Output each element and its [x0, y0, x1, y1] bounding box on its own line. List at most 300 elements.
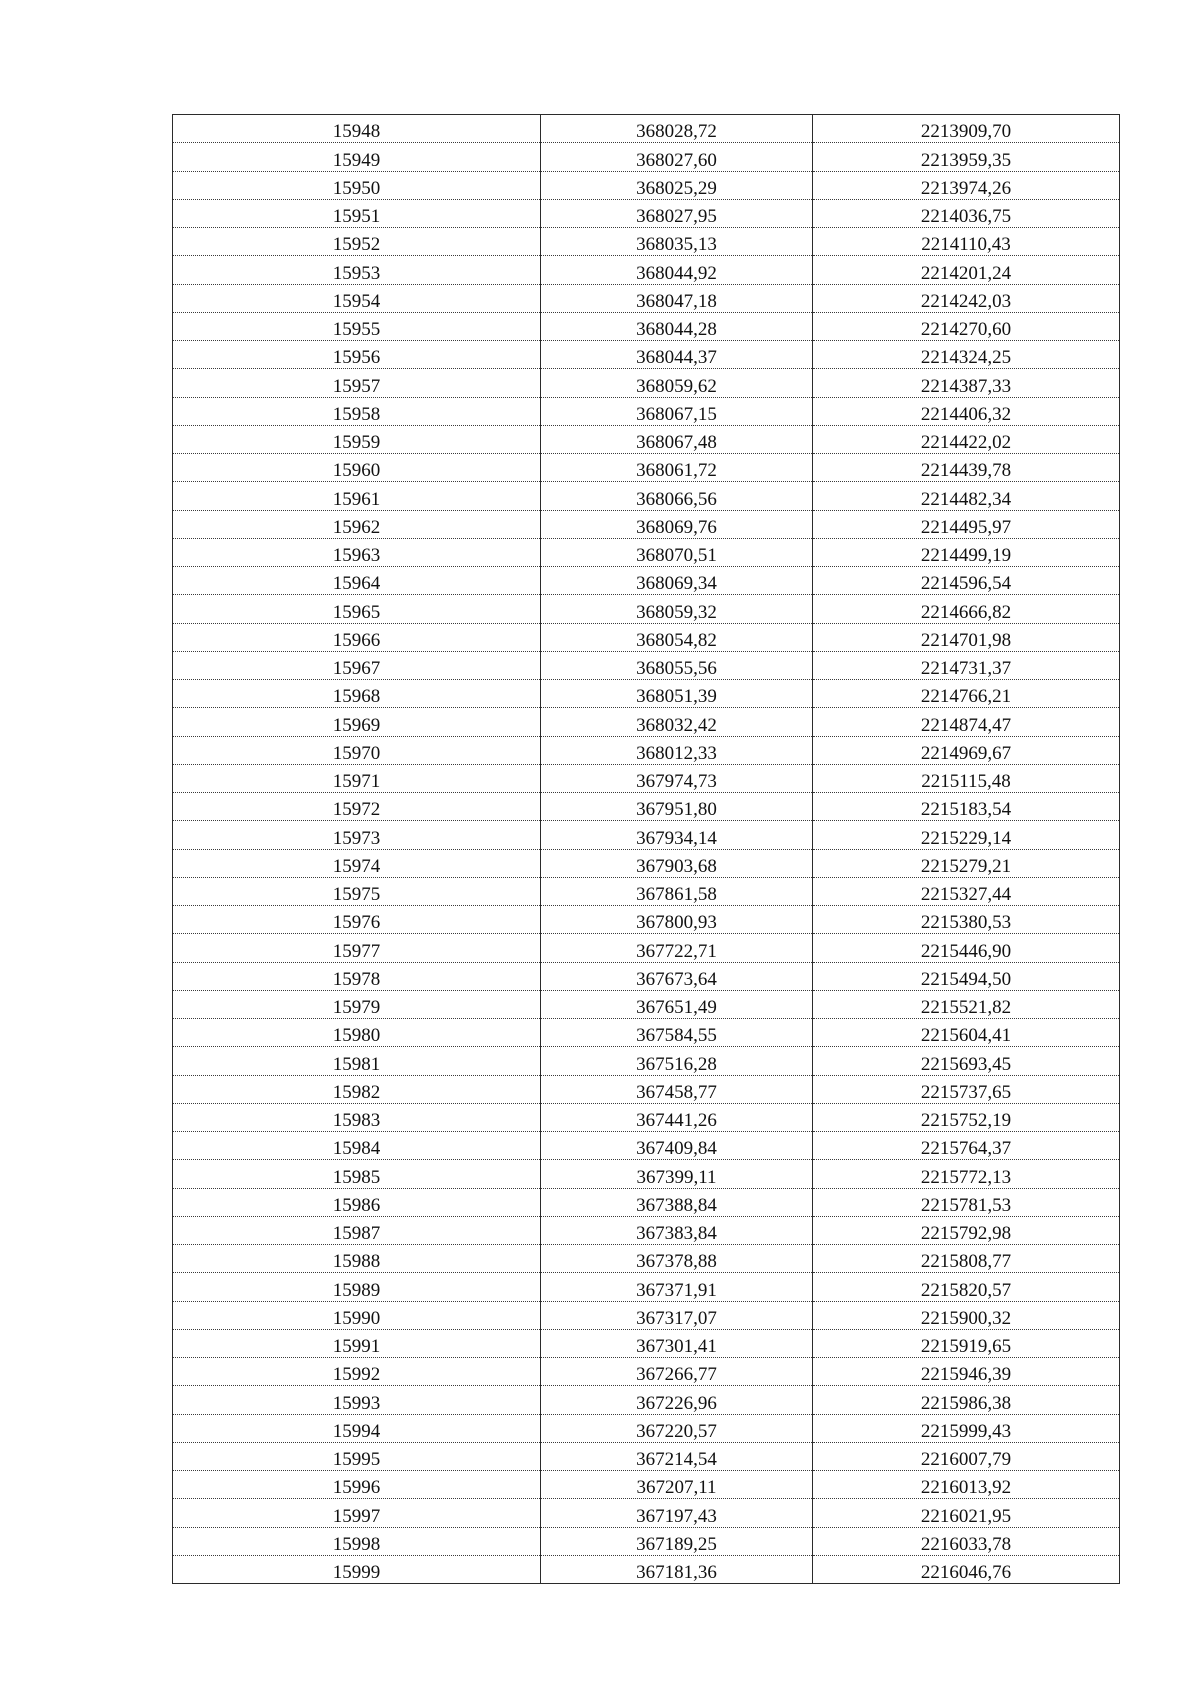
x-coordinate-cell	[541, 877, 813, 905]
x-coordinate-cell	[541, 906, 813, 934]
x-coordinate-cell	[541, 482, 813, 510]
x-coordinate-cell	[541, 962, 813, 990]
table-row	[173, 1301, 1120, 1329]
table-row	[173, 1499, 1120, 1527]
y-coordinate-cell	[813, 425, 1120, 453]
cell-text: 367458,77	[636, 1081, 717, 1103]
x-coordinate-cell	[541, 1273, 813, 1301]
point-number-cell	[173, 1442, 541, 1470]
point-number-cell	[173, 1245, 541, 1273]
cell-text: 15986	[332, 1194, 381, 1216]
table-row	[173, 906, 1120, 934]
y-coordinate-cell	[813, 397, 1120, 425]
cell-text: 2216033,78	[920, 1533, 1012, 1555]
cell-text: 15985	[332, 1166, 381, 1188]
cell-text: 367903,68	[636, 855, 717, 877]
cell-text: 367861,58	[636, 884, 717, 905]
cell-text: 15996	[332, 1477, 381, 1499]
x-coordinate-cell	[541, 595, 813, 623]
y-coordinate-cell	[813, 708, 1120, 736]
table-row	[173, 623, 1120, 651]
cell-text: 2215919,65	[920, 1336, 1012, 1357]
point-number-cell	[173, 1160, 541, 1188]
cell-text: 2214422,02	[920, 432, 1012, 453]
table-row	[173, 538, 1120, 566]
table-row	[173, 1216, 1120, 1244]
cell-text: 2214270,60	[920, 319, 1012, 340]
x-coordinate-cell	[541, 284, 813, 312]
cell-text: 367317,07	[636, 1307, 717, 1329]
cell-text: 367584,55	[636, 1025, 717, 1047]
cell-text: 15998	[332, 1533, 381, 1555]
x-coordinate-cell	[541, 199, 813, 227]
cell-text: 2215521,82	[920, 997, 1012, 1018]
table-row	[173, 1273, 1120, 1301]
point-number-cell	[173, 990, 541, 1018]
cell-text: 2215764,37	[920, 1138, 1012, 1160]
y-coordinate-cell	[813, 1273, 1120, 1301]
table-row	[173, 793, 1120, 821]
point-number-cell	[173, 397, 541, 425]
x-coordinate-cell	[541, 736, 813, 764]
cell-text: 2214731,37	[920, 658, 1012, 679]
cell-text: 367673,64	[636, 968, 717, 990]
table-row	[173, 312, 1120, 340]
cell-text: 2214406,32	[920, 403, 1012, 425]
cell-text: 2215693,45	[920, 1053, 1012, 1075]
cell-text: 2215737,65	[920, 1081, 1012, 1103]
table-row	[173, 1555, 1120, 1583]
x-coordinate-cell	[541, 1019, 813, 1047]
cell-text: 2215115,48	[921, 771, 1011, 792]
cell-text: 367181,36	[636, 1562, 717, 1583]
cell-text: 368069,34	[636, 573, 717, 595]
y-coordinate-cell	[813, 906, 1120, 934]
x-coordinate-cell	[541, 1555, 813, 1583]
point-number-cell	[173, 143, 541, 171]
y-coordinate-cell	[813, 821, 1120, 849]
x-coordinate-cell	[541, 651, 813, 679]
cell-text: 2214324,25	[920, 347, 1012, 369]
table-row	[173, 1414, 1120, 1442]
x-coordinate-cell	[541, 1216, 813, 1244]
cell-text: 15976	[332, 912, 381, 934]
cell-text: 2215772,13	[920, 1166, 1012, 1188]
point-number-cell	[173, 1329, 541, 1357]
cell-text: 367409,84	[636, 1138, 717, 1160]
cell-text: 367974,73	[636, 771, 717, 792]
y-coordinate-cell	[813, 1329, 1120, 1357]
point-number-cell	[173, 1019, 541, 1047]
point-number-cell	[173, 1273, 541, 1301]
table-row	[173, 1329, 1120, 1357]
x-coordinate-cell	[541, 764, 813, 792]
table-row	[173, 1471, 1120, 1499]
cell-text: 15954	[332, 290, 381, 312]
cell-text: 2215446,90	[920, 940, 1012, 962]
cell-text: 368054,82	[636, 629, 717, 651]
cell-text: 15984	[332, 1138, 381, 1160]
table-row	[173, 990, 1120, 1018]
cell-text: 368047,18	[636, 290, 717, 312]
table-row	[173, 1188, 1120, 1216]
cell-text: 2214969,67	[920, 742, 1012, 764]
cell-text: 15972	[332, 799, 381, 821]
table-row	[173, 341, 1120, 369]
point-number-cell	[173, 425, 541, 453]
point-number-cell	[173, 115, 541, 143]
x-coordinate-cell	[541, 623, 813, 651]
point-number-cell	[173, 708, 541, 736]
point-number-cell	[173, 1555, 541, 1583]
point-number-cell	[173, 1075, 541, 1103]
y-coordinate-cell	[813, 849, 1120, 877]
point-number-cell	[173, 369, 541, 397]
cell-text: 368055,56	[636, 658, 717, 679]
cell-text: 367516,28	[636, 1053, 717, 1075]
cell-text: 368070,51	[636, 545, 717, 566]
point-number-cell	[173, 906, 541, 934]
cell-text: 15994	[332, 1420, 381, 1442]
cell-text: 368067,48	[636, 432, 717, 453]
x-coordinate-cell	[541, 680, 813, 708]
y-coordinate-cell	[813, 567, 1120, 595]
cell-text: 368032,42	[636, 714, 717, 736]
point-number-cell	[173, 623, 541, 651]
table-row	[173, 849, 1120, 877]
cell-text: 2215781,53	[920, 1194, 1012, 1216]
point-number-cell	[173, 482, 541, 510]
y-coordinate-cell	[813, 1358, 1120, 1386]
x-coordinate-cell	[541, 1414, 813, 1442]
cell-text: 368059,62	[636, 375, 717, 397]
cell-text: 15955	[332, 319, 381, 340]
table-row	[173, 736, 1120, 764]
cell-text: 15964	[332, 573, 381, 595]
y-coordinate-cell	[813, 312, 1120, 340]
table-row	[173, 1103, 1120, 1131]
point-number-cell	[173, 821, 541, 849]
cell-text: 367934,14	[636, 827, 717, 849]
y-coordinate-cell	[813, 341, 1120, 369]
cell-text: 15962	[332, 516, 381, 538]
cell-text: 15999	[332, 1562, 381, 1583]
cell-text: 15958	[332, 403, 381, 425]
point-number-cell	[173, 1414, 541, 1442]
point-number-cell	[173, 934, 541, 962]
cell-text: 367951,80	[636, 799, 717, 821]
cell-text: 2215946,39	[920, 1364, 1012, 1386]
cell-text: 15991	[332, 1336, 381, 1357]
point-number-cell	[173, 228, 541, 256]
cell-text: 2215808,77	[920, 1251, 1012, 1273]
cell-text: 367441,26	[636, 1110, 717, 1131]
cell-text: 15989	[332, 1279, 381, 1301]
cell-text: 15952	[332, 234, 381, 256]
point-number-cell	[173, 764, 541, 792]
cell-text: 367301,41	[636, 1336, 717, 1357]
cell-text: 2215820,57	[920, 1279, 1012, 1301]
y-coordinate-cell	[813, 171, 1120, 199]
cell-text: 15956	[332, 347, 381, 369]
point-number-cell	[173, 284, 541, 312]
x-coordinate-cell	[541, 1329, 813, 1357]
cell-text: 15949	[332, 149, 381, 171]
cell-text: 2215279,21	[920, 855, 1012, 877]
y-coordinate-cell	[813, 115, 1120, 143]
x-coordinate-cell	[541, 341, 813, 369]
x-coordinate-cell	[541, 312, 813, 340]
table-row	[173, 1527, 1120, 1555]
cell-text: 15968	[332, 686, 381, 708]
cell-text: 15950	[332, 177, 381, 199]
cell-text: 15970	[332, 742, 381, 764]
cell-text: 2213909,70	[920, 121, 1012, 143]
table-row	[173, 284, 1120, 312]
y-coordinate-cell	[813, 1160, 1120, 1188]
point-number-cell	[173, 1471, 541, 1499]
table-row	[173, 595, 1120, 623]
x-coordinate-cell	[541, 1103, 813, 1131]
cell-text: 367220,57	[636, 1420, 717, 1442]
y-coordinate-cell	[813, 538, 1120, 566]
x-coordinate-cell	[541, 849, 813, 877]
cell-text: 367207,11	[636, 1477, 717, 1499]
cell-text: 368044,28	[636, 319, 717, 340]
cell-text: 2214387,33	[920, 375, 1012, 397]
cell-text: 2216046,76	[920, 1562, 1012, 1583]
cell-text: 2215327,44	[920, 884, 1012, 905]
x-coordinate-cell	[541, 369, 813, 397]
table-row	[173, 425, 1120, 453]
table-row	[173, 567, 1120, 595]
y-coordinate-cell	[813, 482, 1120, 510]
table-row	[173, 1386, 1120, 1414]
point-number-cell	[173, 1527, 541, 1555]
y-coordinate-cell	[813, 1216, 1120, 1244]
cell-text: 2215752,19	[920, 1110, 1012, 1131]
x-coordinate-cell	[541, 1132, 813, 1160]
cell-text: 15965	[332, 601, 381, 623]
cell-text: 15997	[332, 1505, 381, 1527]
cell-text: 2215900,32	[920, 1307, 1012, 1329]
cell-text: 2214482,34	[920, 488, 1012, 510]
x-coordinate-cell	[541, 425, 813, 453]
x-coordinate-cell	[541, 934, 813, 962]
cell-text: 367226,96	[636, 1392, 717, 1414]
point-number-cell	[173, 1188, 541, 1216]
point-number-cell	[173, 1047, 541, 1075]
cell-text: 368051,39	[636, 686, 717, 708]
cell-text: 2214701,98	[920, 629, 1012, 651]
point-number-cell	[173, 341, 541, 369]
x-coordinate-cell	[541, 567, 813, 595]
y-coordinate-cell	[813, 651, 1120, 679]
point-number-cell	[173, 1499, 541, 1527]
x-coordinate-cell	[541, 171, 813, 199]
x-coordinate-cell	[541, 793, 813, 821]
cell-text: 368044,37	[636, 347, 717, 369]
table-row	[173, 1019, 1120, 1047]
cell-text: 15977	[332, 940, 381, 962]
point-number-cell	[173, 454, 541, 482]
cell-text: 2216007,79	[920, 1449, 1012, 1470]
cell-text: 367651,49	[636, 997, 717, 1018]
y-coordinate-cell	[813, 595, 1120, 623]
y-coordinate-cell	[813, 1019, 1120, 1047]
cell-text: 367388,84	[636, 1194, 717, 1216]
point-number-cell	[173, 651, 541, 679]
x-coordinate-cell	[541, 708, 813, 736]
point-number-cell	[173, 962, 541, 990]
table-row	[173, 199, 1120, 227]
point-number-cell	[173, 595, 541, 623]
cell-text: 15975	[332, 884, 381, 905]
cell-text: 367800,93	[636, 912, 717, 934]
x-coordinate-cell	[541, 1188, 813, 1216]
table-row	[173, 934, 1120, 962]
x-coordinate-cell	[541, 821, 813, 849]
table-row	[173, 680, 1120, 708]
cell-text: 15967	[332, 658, 381, 679]
cell-text: 2215494,50	[920, 968, 1012, 990]
table-row	[173, 1358, 1120, 1386]
y-coordinate-cell	[813, 284, 1120, 312]
table-row	[173, 1245, 1120, 1273]
cell-text: 368027,60	[636, 149, 717, 171]
table-row	[173, 1075, 1120, 1103]
cell-text: 368044,92	[636, 262, 717, 284]
x-coordinate-cell	[541, 1075, 813, 1103]
cell-text: 15974	[332, 855, 381, 877]
cell-text: 15973	[332, 827, 381, 849]
table-row	[173, 256, 1120, 284]
y-coordinate-cell	[813, 1103, 1120, 1131]
y-coordinate-cell	[813, 990, 1120, 1018]
cell-text: 15951	[332, 206, 381, 227]
point-number-cell	[173, 1301, 541, 1329]
cell-text: 2214499,19	[920, 545, 1012, 566]
y-coordinate-cell	[813, 1047, 1120, 1075]
cell-text: 368028,72	[636, 121, 717, 143]
y-coordinate-cell	[813, 764, 1120, 792]
cell-text: 367197,43	[636, 1505, 717, 1527]
x-coordinate-cell	[541, 256, 813, 284]
point-number-cell	[173, 1216, 541, 1244]
x-coordinate-cell	[541, 115, 813, 143]
table-row	[173, 482, 1120, 510]
cell-text: 15982	[332, 1081, 381, 1103]
x-coordinate-cell	[541, 1160, 813, 1188]
table-row	[173, 454, 1120, 482]
cell-text: 15978	[332, 968, 381, 990]
table-row	[173, 115, 1120, 143]
cell-text: 15980	[332, 1025, 381, 1047]
y-coordinate-cell	[813, 1301, 1120, 1329]
point-number-cell	[173, 1386, 541, 1414]
y-coordinate-cell	[813, 256, 1120, 284]
cell-text: 15988	[332, 1251, 381, 1273]
coordinates-table	[172, 114, 1120, 1584]
y-coordinate-cell	[813, 1075, 1120, 1103]
x-coordinate-cell	[541, 1499, 813, 1527]
cell-text: 15959	[332, 432, 381, 453]
cell-text: 15969	[332, 714, 381, 736]
cell-text: 368027,95	[636, 206, 717, 227]
cell-text: 367371,91	[636, 1279, 717, 1301]
y-coordinate-cell	[813, 962, 1120, 990]
point-number-cell	[173, 877, 541, 905]
cell-text: 2216013,92	[920, 1477, 1012, 1499]
point-number-cell	[173, 312, 541, 340]
cell-text: 368025,29	[636, 177, 717, 199]
table-row	[173, 651, 1120, 679]
cell-text: 15963	[332, 545, 381, 566]
point-number-cell	[173, 736, 541, 764]
y-coordinate-cell	[813, 736, 1120, 764]
y-coordinate-cell	[813, 1132, 1120, 1160]
cell-text: 368059,32	[636, 601, 717, 623]
cell-text: 367383,84	[636, 1223, 717, 1244]
table-row	[173, 1442, 1120, 1470]
x-coordinate-cell	[541, 454, 813, 482]
table-row	[173, 1132, 1120, 1160]
x-coordinate-cell	[541, 990, 813, 1018]
x-coordinate-cell	[541, 1358, 813, 1386]
y-coordinate-cell	[813, 1527, 1120, 1555]
table-row	[173, 1047, 1120, 1075]
y-coordinate-cell	[813, 199, 1120, 227]
cell-text: 15966	[332, 629, 381, 651]
cell-text: 367266,77	[636, 1364, 717, 1386]
cell-text: 367189,25	[636, 1533, 717, 1555]
y-coordinate-cell	[813, 228, 1120, 256]
table-row	[173, 708, 1120, 736]
y-coordinate-cell	[813, 1555, 1120, 1583]
cell-text: 15995	[332, 1449, 381, 1470]
y-coordinate-cell	[813, 1386, 1120, 1414]
cell-text: 15979	[332, 997, 381, 1018]
cell-text: 2215229,14	[920, 827, 1012, 849]
table-row	[173, 877, 1120, 905]
point-number-cell	[173, 1103, 541, 1131]
y-coordinate-cell	[813, 510, 1120, 538]
cell-text: 15957	[332, 375, 381, 397]
x-coordinate-cell	[541, 538, 813, 566]
y-coordinate-cell	[813, 143, 1120, 171]
x-coordinate-cell	[541, 1386, 813, 1414]
cell-text: 2214874,47	[920, 714, 1012, 736]
y-coordinate-cell	[813, 1188, 1120, 1216]
y-coordinate-cell	[813, 623, 1120, 651]
point-number-cell	[173, 680, 541, 708]
x-coordinate-cell	[541, 1471, 813, 1499]
cell-text: 15993	[332, 1392, 381, 1414]
y-coordinate-cell	[813, 369, 1120, 397]
cell-text: 2214666,82	[920, 601, 1012, 623]
cell-text: 2215604,41	[920, 1025, 1012, 1047]
y-coordinate-cell	[813, 1471, 1120, 1499]
cell-text: 2214495,97	[920, 516, 1012, 538]
x-coordinate-cell	[541, 143, 813, 171]
cell-text: 2213959,35	[920, 149, 1012, 171]
cell-text: 15987	[332, 1223, 381, 1244]
cell-text: 2213974,26	[920, 177, 1012, 199]
cell-text: 2214110,43	[921, 234, 1011, 256]
cell-text: 15981	[332, 1053, 381, 1075]
point-number-cell	[173, 510, 541, 538]
cell-text: 15953	[332, 262, 381, 284]
